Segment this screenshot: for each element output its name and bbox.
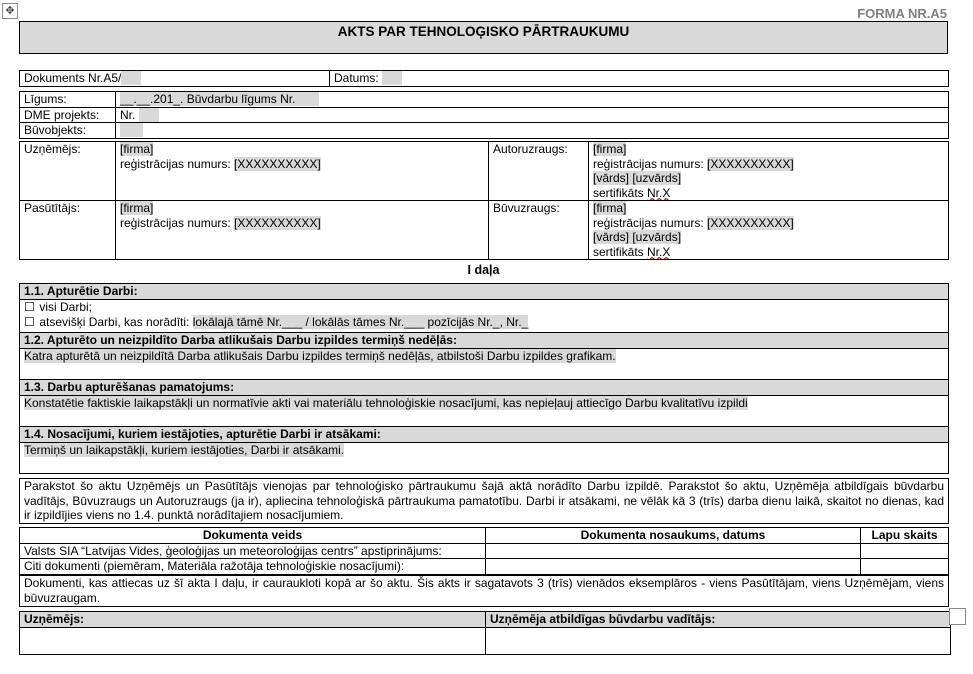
doc-name-cell[interactable]: [486, 559, 861, 575]
doc-name-cell[interactable]: [486, 543, 861, 559]
table-row: [20, 559, 949, 575]
contractor-signature-field[interactable]: [20, 627, 486, 654]
author-supervisor-label: Autoruzraugs:: [489, 142, 589, 201]
section-1-1-content: ☐ visi Darbi; ☐ atsevišķi Darbi, kas norādīti: lokālajā tāmē Nr.___ / lokālās tāmes Nr.___ pozīcijās Nr._, Nr._: [20, 300, 949, 333]
attached-table: [19, 575, 949, 607]
contract-value[interactable]: __.__.201_. Būvdarbu līgums Nr.: [116, 92, 949, 108]
part-title: I daļa: [467, 263, 500, 277]
construction-object-value[interactable]: [116, 123, 949, 139]
doc-type-cell: Valsts SIA “Latvijas Vides, ģeoloģijas un meteoroloģijas centrs” apstiprinājums:: [20, 543, 486, 559]
contract-table: [19, 91, 949, 139]
agreement-text: Parakstot šo aktu Uzņēmējs un Pasūtītājs vienojas par tehnoloģisko pārtraukumu šajā aktā norādīto Darbu izpildē. Parakstot šo aktu, Uzņēmēja atbildīgais būvdarbu vadītājs, Būvuzraugs un Autoruzraugs (ja ir), apliecina tehnoloģiskā pārtraukuma pamatotību. Darbi ir atsākami, ne vēlāk kā 3 (trīs) darba dienu laikā, skaitot no dienas, kad ir izpildījies viens no 1.4. punktā norādītajiem nosacījumiem.: [20, 479, 949, 524]
page-count-header: Lapu skaits: [861, 528, 949, 544]
agreement-table: [19, 478, 949, 524]
site-manager-signature-label: Uzņēmēja atbildīgas būvdarbu vadītājs:: [486, 612, 951, 628]
parties-table: [19, 141, 949, 260]
table-resize-handle-icon[interactable]: [949, 608, 966, 625]
doc-type-header: Dokumenta veids: [20, 528, 486, 544]
section-1-2-title: 1.2. Apturēto un neizpildīto Darba atlikušais Darbu izpildes termiņš nedēļās:: [20, 333, 949, 349]
documents-table: [19, 527, 949, 575]
document-title-text: AKTS PAR TEHNOLOĢISKO PĀRTRAUKUMU: [337, 24, 630, 39]
checkbox-selected-works[interactable]: ☐: [24, 314, 35, 329]
doc-name-header: Dokumenta nosaukums, datums: [486, 528, 861, 544]
client-details[interactable]: [firma] reģistrācijas numurs: [XXXXXXXXXX]: [116, 201, 489, 260]
document-number-field[interactable]: [121, 71, 141, 85]
section-1-4-title: 1.4. Nosacījumi, kuriem iestājoties, apturētie Darbi ir atsākami:: [20, 427, 949, 443]
contractor-signature-label: Uzņēmējs:: [20, 612, 486, 628]
construction-object-label: Būvobjekts:: [20, 123, 116, 139]
signatures-table: [19, 611, 951, 655]
section-1-3-content[interactable]: Konstatētie faktiskie laikapstākļi un normatīvie akti vai materiālu tehnoloģiskie nosacījumi, kas nepieļauj attiecīgo Darbu kvalitatīvu izpildi: [20, 396, 949, 427]
section-1-1-title: 1.1. Apturētie Darbi:: [20, 284, 949, 300]
page-count-cell[interactable]: [861, 559, 949, 575]
contractor-label: Uzņēmējs:: [20, 142, 116, 201]
sections-table: [19, 283, 949, 474]
header-table: [19, 70, 949, 87]
doc-type-cell: Citi dokumenti (piemēram, Materiāla ražotāja tehnoloģiskie nosacījumi):: [20, 559, 486, 575]
client-label: Pasūtītājs:: [20, 201, 116, 260]
date-field[interactable]: [382, 71, 402, 85]
document-number-cell[interactable]: Dokuments Nr.A5/: [20, 71, 330, 87]
dme-project-value[interactable]: Nr.: [116, 107, 949, 123]
page-count-cell[interactable]: [861, 543, 949, 559]
checkbox-all-works[interactable]: ☐: [24, 300, 35, 314]
construction-supervisor-details[interactable]: [firma] reģistrācijas numurs: [XXXXXXXXXX] [vārds] [uzvārds] sertifikāts Nr.X: [589, 201, 949, 260]
date-cell[interactable]: Datums:: [330, 71, 949, 87]
document-title: [19, 21, 948, 54]
construction-supervisor-label: Būvuzraugs:: [489, 201, 589, 260]
section-1-2-content[interactable]: Katra apturētā un neizpildītā Darba atlikušais Darbu izpildes termiņš nedēļās, atbilstoši Darbu izpildes grafikam.: [20, 349, 949, 380]
section-1-4-content[interactable]: Termiņš un laikapstākļi, kuriem iestājoties, Darbi ir atsākami.: [20, 443, 949, 474]
attached-text: Dokumenti, kas attiecas uz šī akta I daļu, ir cauraukloti kopā ar šo aktu. Šis akts ir sagatavots 3 (trīs) vienādos eksemplāros - viens Pasūtītājam, viens Uzņēmējam, viens būvuzraugam.: [20, 576, 949, 607]
section-1-3-title: 1.3. Darbu apturēšanas pamatojums:: [20, 380, 949, 396]
contract-label: Līgums:: [20, 92, 116, 108]
table-move-handle-icon[interactable]: ✥: [2, 3, 18, 19]
dme-project-label: DME projekts:: [20, 107, 116, 123]
table-row: [20, 543, 949, 559]
site-manager-signature-field[interactable]: [486, 627, 951, 654]
author-supervisor-details[interactable]: [firma] reģistrācijas numurs: [XXXXXXXXXX] [vārds] [uzvārds] sertifikāts Nr.X: [589, 142, 949, 201]
form-number-label: FORMA NR.A5: [857, 6, 947, 21]
contractor-details[interactable]: [firma] reģistrācijas numurs: [XXXXXXXXXX]: [116, 142, 489, 201]
